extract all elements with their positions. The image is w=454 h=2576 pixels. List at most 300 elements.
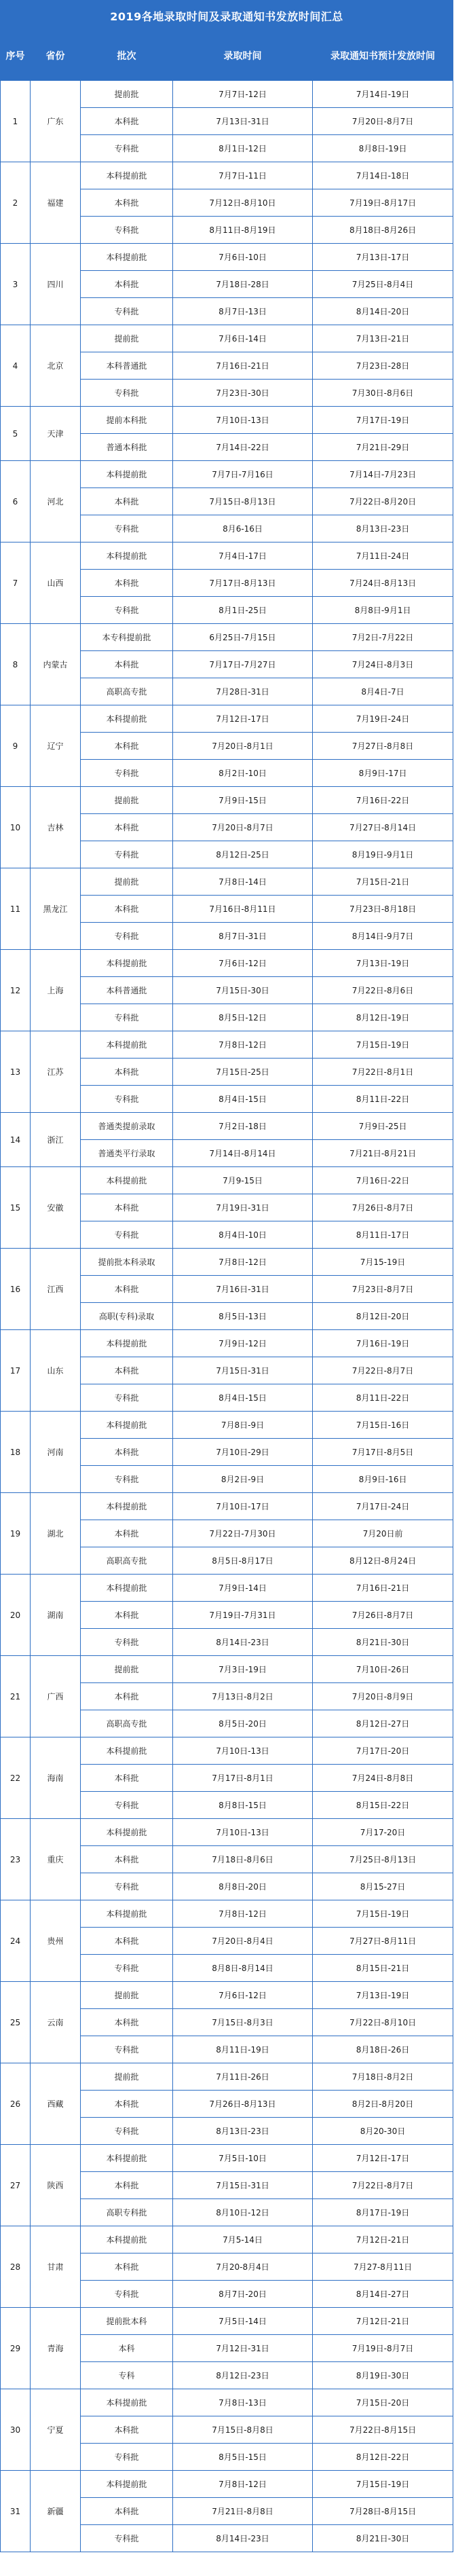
- batch-cell: 本科提前批: [81, 2471, 173, 2498]
- batch-cell: 本科提前批: [81, 2145, 173, 2172]
- admission-time-cell: 7月15日-30日: [173, 977, 313, 1004]
- province-name: 青海: [31, 2308, 81, 2389]
- row-number: 12: [1, 950, 31, 1031]
- batch-cell: 本科批: [81, 488, 173, 515]
- notice-time-cell: 7月22日-8月10日: [313, 2009, 453, 2036]
- batch-cell: 本科提前批: [81, 1330, 173, 1357]
- row-number: 3: [1, 244, 31, 325]
- row-number: 9: [1, 705, 31, 787]
- batch-cell: 专科批: [81, 298, 173, 325]
- admission-time-cell: 7月9日-14日: [173, 1575, 313, 1602]
- notice-time-cell: 8月12日-19日: [313, 1004, 453, 1031]
- table-row: [1, 1575, 453, 1602]
- notice-time-cell: 7月13日-19日: [313, 1982, 453, 2009]
- batch-cell: 专科批: [81, 1384, 173, 1412]
- admission-time-cell: 8月8日-20日: [173, 1873, 313, 1900]
- row-number: 8: [1, 624, 31, 705]
- notice-time-cell: 7月20日-8月9日: [313, 1683, 453, 1710]
- batch-cell: 本科批: [81, 2416, 173, 2444]
- admission-time-cell: 7月22日-7月30日: [173, 1520, 313, 1547]
- batch-cell: 专科批: [81, 2036, 173, 2063]
- batch-cell: 本科提前批: [81, 950, 173, 977]
- batch-cell: 本科普通批: [81, 352, 173, 380]
- table-row: [1, 1493, 453, 1520]
- batch-cell: 本科批: [81, 651, 173, 678]
- admission-time-cell: 7月16日-8月11日: [173, 896, 313, 923]
- admission-time-cell: 7月6日-10日: [173, 244, 313, 271]
- admission-time-cell: 8月13日-23日: [173, 2118, 313, 2145]
- notice-time-cell: 7月19日-24日: [313, 705, 453, 733]
- province-name: 辽宁: [31, 705, 81, 787]
- batch-cell: 高职高专批: [81, 1710, 173, 1737]
- notice-time-cell: 7月17-20日: [313, 1819, 453, 1846]
- notice-time-cell: 7月27日-8月8日: [313, 733, 453, 760]
- batch-cell: 专科批: [81, 1086, 173, 1113]
- row-number: 26: [1, 2063, 31, 2145]
- row-number: 30: [1, 2389, 31, 2471]
- notice-time-cell: 8月18日-8月26日: [313, 217, 453, 244]
- admission-time-cell: 7月10日-13日: [173, 1819, 313, 1846]
- admission-time-cell: 8月1日-12日: [173, 135, 313, 162]
- notice-time-cell: 7月22日-8月7日: [313, 2172, 453, 2199]
- province-name: 江西: [31, 1249, 81, 1330]
- batch-cell: 本科批: [81, 1357, 173, 1384]
- batch-cell: 本科批: [81, 271, 173, 298]
- batch-cell: 专科批: [81, 923, 173, 950]
- batch-cell: 本科提前批: [81, 542, 173, 570]
- notice-time-cell: 7月27-8月11日: [313, 2253, 453, 2281]
- row-number: 23: [1, 1819, 31, 1900]
- admission-time-cell: 7月8日-14日: [173, 868, 313, 896]
- table-row: [1, 325, 453, 352]
- admission-time-cell: 8月5日-13日: [173, 1303, 313, 1330]
- admission-time-cell: 8月6-16日: [173, 515, 313, 542]
- row-number: 31: [1, 2471, 31, 2552]
- batch-cell: 专科批: [81, 1466, 173, 1493]
- admission-time-cell: 7月20日-8月4日: [173, 1928, 313, 1955]
- notice-time-cell: 7月15日-19日: [313, 2471, 453, 2498]
- batch-cell: 专科批: [81, 1792, 173, 1819]
- notice-time-cell: 7月15日-19日: [313, 1031, 453, 1059]
- province-name: 上海: [31, 950, 81, 1031]
- table-row: [1, 1330, 453, 1357]
- admission-time-cell: 7月17日-7月27日: [173, 651, 313, 678]
- notice-time-cell: 7月13日-19日: [313, 950, 453, 977]
- batch-cell: 本科提前批: [81, 1493, 173, 1520]
- notice-time-cell: 7月16日-22日: [313, 787, 453, 814]
- admission-time-cell: 7月9日-15日: [173, 787, 313, 814]
- batch-cell: 普通类提前录取: [81, 1113, 173, 1140]
- notice-time-cell: 7月16日-19日: [313, 1330, 453, 1357]
- notice-time-cell: 7月13日-21日: [313, 325, 453, 352]
- notice-time-cell: 7月25日-8月13日: [313, 1846, 453, 1873]
- table-row: [1, 705, 453, 733]
- admission-time-cell: 8月5日-20日: [173, 1710, 313, 1737]
- batch-cell: 高职高专批: [81, 678, 173, 705]
- table-row: [1, 542, 453, 570]
- batch-cell: 专科批: [81, 1873, 173, 1900]
- header-batch: 批次: [81, 32, 173, 81]
- notice-time-cell: 7月19日-8月17日: [313, 189, 453, 217]
- table-row: [1, 1656, 453, 1683]
- notice-time-cell: 8月20-30日: [313, 2118, 453, 2145]
- notice-time-cell: 7月14日-7月23日: [313, 461, 453, 488]
- row-number: 20: [1, 1575, 31, 1656]
- admission-time-cell: 7月8日-12日: [173, 2471, 313, 2498]
- batch-cell: 专科批: [81, 841, 173, 868]
- row-number: 4: [1, 325, 31, 407]
- row-number: 11: [1, 868, 31, 950]
- admission-time-cell: 7月20日-8月1日: [173, 733, 313, 760]
- notice-time-cell: 7月22日-8月15日: [313, 2416, 453, 2444]
- batch-cell: 专科批: [81, 597, 173, 624]
- batch-cell: 本科批: [81, 2498, 173, 2525]
- admission-time-cell: 7月13日-31日: [173, 108, 313, 135]
- row-number: 6: [1, 461, 31, 542]
- province-name: 贵州: [31, 1900, 81, 1982]
- admission-time-cell: 7月23日-30日: [173, 380, 313, 407]
- notice-time-cell: 7月22日-8月20日: [313, 488, 453, 515]
- admission-time-cell: 7月3日-19日: [173, 1656, 313, 1683]
- notice-time-cell: 8月13日-23日: [313, 515, 453, 542]
- province-name: 吉林: [31, 787, 81, 868]
- admission-time-cell: 8月7日-31日: [173, 923, 313, 950]
- province-name: 天津: [31, 407, 81, 461]
- batch-cell: 本科批: [81, 814, 173, 841]
- batch-cell: 提前批: [81, 81, 173, 108]
- province-name: 黑龙江: [31, 868, 81, 950]
- batch-cell: 本科提前批: [81, 2226, 173, 2253]
- batch-cell: 提前批: [81, 868, 173, 896]
- admission-time-cell: 7月12日-31日: [173, 2335, 313, 2362]
- header-province: 省份: [31, 32, 81, 81]
- admission-time-cell: 7月17日-8月13日: [173, 570, 313, 597]
- admission-time-cell: 7月6日-12日: [173, 950, 313, 977]
- batch-cell: 本科批: [81, 1439, 173, 1466]
- province-name: 陕西: [31, 2145, 81, 2226]
- notice-time-cell: 7月12日-21日: [313, 2308, 453, 2335]
- batch-cell: 专科: [81, 2362, 173, 2389]
- notice-time-cell: 7月28日-8月15日: [313, 2498, 453, 2525]
- notice-time-cell: 7月13日-17日: [313, 244, 453, 271]
- batch-cell: 普通类平行录取: [81, 1140, 173, 1167]
- notice-time-cell: 8月17日-19日: [313, 2199, 453, 2226]
- admission-time-cell: 7月20日-8月7日: [173, 814, 313, 841]
- admission-time-cell: 7月15日-8月8日: [173, 2416, 313, 2444]
- province-name: 四川: [31, 244, 81, 325]
- admission-time-cell: 8月7日-20日: [173, 2281, 313, 2308]
- province-name: 江苏: [31, 1031, 81, 1113]
- notice-time-cell: 7月21日-8月21日: [313, 1140, 453, 1167]
- province-name: 广东: [31, 81, 81, 162]
- notice-time-cell: 8月12日-22日: [313, 2444, 453, 2471]
- batch-cell: 本科批: [81, 1059, 173, 1086]
- batch-cell: 本科批: [81, 189, 173, 217]
- admission-time-cell: 8月5日-12日: [173, 1004, 313, 1031]
- admission-time-cell: 7月9-15日: [173, 1167, 313, 1194]
- admission-time-cell: 7月19日-31日: [173, 1194, 313, 1221]
- notice-time-cell: 8月12日-20日: [313, 1303, 453, 1330]
- batch-cell: 本科批: [81, 733, 173, 760]
- admission-time-cell: 8月4日-15日: [173, 1086, 313, 1113]
- table-row: [1, 1900, 453, 1928]
- admission-time-cell: 7月26日-8月13日: [173, 2091, 313, 2118]
- notice-time-cell: 7月24日-8月3日: [313, 651, 453, 678]
- admission-time-cell: 8月8日-15日: [173, 1792, 313, 1819]
- notice-time-cell: 7月19日-8月7日: [313, 2335, 453, 2362]
- admission-time-cell: 8月11日-8月19日: [173, 217, 313, 244]
- batch-cell: 专科批: [81, 2525, 173, 2552]
- batch-cell: 本科批: [81, 570, 173, 597]
- notice-time-cell: 7月11日-24日: [313, 542, 453, 570]
- admission-time-cell: 7月18日-28日: [173, 271, 313, 298]
- batch-cell: 专科批: [81, 380, 173, 407]
- batch-cell: 本科批: [81, 1928, 173, 1955]
- admission-time-cell: 7月10日-13日: [173, 1737, 313, 1765]
- notice-time-cell: 8月8日-9月1日: [313, 597, 453, 624]
- notice-time-cell: 7月12日-17日: [313, 2145, 453, 2172]
- table-row: [1, 2145, 453, 2172]
- row-number: 19: [1, 1493, 31, 1575]
- province-name: 山东: [31, 1330, 81, 1412]
- admission-time-cell: 7月10日-17日: [173, 1493, 313, 1520]
- row-number: 21: [1, 1656, 31, 1737]
- province-name: 广西: [31, 1656, 81, 1737]
- admission-time-cell: 8月5日-15日: [173, 2444, 313, 2471]
- row-number: 17: [1, 1330, 31, 1412]
- table-row: [1, 2471, 453, 2498]
- admission-time-cell: 7月8日-12日: [173, 1249, 313, 1276]
- admission-time-cell: 7月10日-29日: [173, 1439, 313, 1466]
- table-row: [1, 1737, 453, 1765]
- table-row: [1, 2063, 453, 2091]
- admission-time-cell: 8月4日-15日: [173, 1384, 313, 1412]
- notice-time-cell: 7月27日-8月11日: [313, 1928, 453, 1955]
- notice-time-cell: 8月4日-7日: [313, 678, 453, 705]
- row-number: 25: [1, 1982, 31, 2063]
- notice-time-cell: 8月9日-16日: [313, 1466, 453, 1493]
- notice-time-cell: 7月17日-8月5日: [313, 1439, 453, 1466]
- table-row: [1, 1412, 453, 1439]
- admission-time-cell: 8月12日-25日: [173, 841, 313, 868]
- admission-time-cell: 7月14日-22日: [173, 434, 313, 461]
- notice-time-cell: 7月22日-8月1日: [313, 1059, 453, 1086]
- notice-time-cell: 7月15日-19日: [313, 1900, 453, 1928]
- notice-time-cell: 8月19日-30日: [313, 2362, 453, 2389]
- notice-time-cell: 7月20日-8月7日: [313, 108, 453, 135]
- row-number: 10: [1, 787, 31, 868]
- province-name: 北京: [31, 325, 81, 407]
- admission-time-cell: 7月6日-12日: [173, 1982, 313, 2009]
- admission-time-cell: 7月5-14日: [173, 2226, 313, 2253]
- row-number: 24: [1, 1900, 31, 1982]
- notice-time-cell: 7月15-19日: [313, 1249, 453, 1276]
- notice-time-cell: 7月16日-22日: [313, 1167, 453, 1194]
- batch-cell: 本科提前批: [81, 1575, 173, 1602]
- batch-cell: 提前批: [81, 325, 173, 352]
- row-number: 2: [1, 162, 31, 244]
- notice-time-cell: 7月30日-8月6日: [313, 380, 453, 407]
- row-number: 28: [1, 2226, 31, 2308]
- admission-time-cell: 7月19日-7月31日: [173, 1602, 313, 1629]
- table-row: [1, 1819, 453, 1846]
- batch-cell: 提前批: [81, 787, 173, 814]
- admission-time-cell: 8月1日-25日: [173, 597, 313, 624]
- admission-time-cell: 6月25日-7月15日: [173, 624, 313, 651]
- row-number: 27: [1, 2145, 31, 2226]
- notice-time-cell: 7月22日-8月7日: [313, 1357, 453, 1384]
- batch-cell: 本科批: [81, 1765, 173, 1792]
- row-number: 15: [1, 1167, 31, 1249]
- notice-time-cell: 8月18日-26日: [313, 2036, 453, 2063]
- notice-time-cell: 7月23日-8月18日: [313, 896, 453, 923]
- batch-cell: 专科批: [81, 2444, 173, 2471]
- notice-time-cell: 7月9日-25日: [313, 1113, 453, 1140]
- notice-time-cell: 8月21日-30日: [313, 1629, 453, 1656]
- batch-cell: 提前本科批: [81, 407, 173, 434]
- notice-time-cell: 8月11日-22日: [313, 1086, 453, 1113]
- batch-cell: 本科批: [81, 1194, 173, 1221]
- admission-time-cell: 7月8日-13日: [173, 2389, 313, 2416]
- province-name: 海南: [31, 1737, 81, 1819]
- row-number: 18: [1, 1412, 31, 1493]
- province-name: 内蒙古: [31, 624, 81, 705]
- batch-cell: 本科批: [81, 108, 173, 135]
- batch-cell: 专科批: [81, 515, 173, 542]
- batch-cell: 本科提前批: [81, 705, 173, 733]
- admission-time-cell: 7月12日-17日: [173, 705, 313, 733]
- batch-cell: 本科: [81, 2335, 173, 2362]
- admission-time-cell: 8月2日-10日: [173, 760, 313, 787]
- batch-cell: 本科批: [81, 2172, 173, 2199]
- batch-cell: 专科批: [81, 2118, 173, 2145]
- batch-cell: 专科批: [81, 760, 173, 787]
- notice-time-cell: 7月25日-8月4日: [313, 271, 453, 298]
- admission-time-cell: 8月12日-23日: [173, 2362, 313, 2389]
- notice-time-cell: 7月12日-21日: [313, 2226, 453, 2253]
- notice-time-cell: 8月14日-27日: [313, 2281, 453, 2308]
- province-name: 重庆: [31, 1819, 81, 1900]
- batch-cell: 本科提前批: [81, 2389, 173, 2416]
- province-name: 河南: [31, 1412, 81, 1493]
- notice-time-cell: 8月15日-21日: [313, 1955, 453, 1982]
- notice-time-cell: 7月23日-28日: [313, 352, 453, 380]
- batch-cell: 本科批: [81, 1846, 173, 1873]
- batch-cell: 本科批: [81, 2009, 173, 2036]
- batch-cell: 专科批: [81, 2281, 173, 2308]
- batch-cell: 专科批: [81, 1221, 173, 1249]
- province-name: 河北: [31, 461, 81, 542]
- batch-cell: 本科批: [81, 2091, 173, 2118]
- notice-time-cell: 7月15日-21日: [313, 868, 453, 896]
- batch-cell: 专科批: [81, 217, 173, 244]
- batch-cell: 高职(专科)录取: [81, 1303, 173, 1330]
- admission-time-cell: 8月10日-12日: [173, 2199, 313, 2226]
- table-row: [1, 950, 453, 977]
- row-number: 14: [1, 1113, 31, 1167]
- row-number: 5: [1, 407, 31, 461]
- province-name: 宁夏: [31, 2389, 81, 2471]
- table-row: [1, 1031, 453, 1059]
- table-row: [1, 2308, 453, 2335]
- notice-time-cell: 7月2日-7月22日: [313, 624, 453, 651]
- admission-time-cell: 8月2日-9日: [173, 1466, 313, 1493]
- header-number: 序号: [1, 32, 31, 81]
- province-name: 甘肃: [31, 2226, 81, 2308]
- table-row: [1, 868, 453, 896]
- batch-cell: 本科提前批: [81, 1167, 173, 1194]
- page-title: 2019各地录取时间及录取通知书发放时间汇总: [1, 1, 453, 32]
- province-name: 湖南: [31, 1575, 81, 1656]
- admission-time-cell: 7月16日-31日: [173, 1276, 313, 1303]
- notice-time-cell: 7月18日-8月2日: [313, 2063, 453, 2091]
- batch-cell: 提前批: [81, 1656, 173, 1683]
- province-name: 福建: [31, 162, 81, 244]
- admission-time-cell: 8月14日-23日: [173, 2525, 313, 2552]
- notice-time-cell: 7月24日-8月8日: [313, 1765, 453, 1792]
- notice-time-cell: 7月15日-16日: [313, 1412, 453, 1439]
- batch-cell: 本科提前批: [81, 1819, 173, 1846]
- notice-time-cell: 7月20日前: [313, 1520, 453, 1547]
- province-name: 云南: [31, 1982, 81, 2063]
- batch-cell: 本科提前批: [81, 1900, 173, 1928]
- admission-time-cell: 7月7日-12日: [173, 81, 313, 108]
- province-name: 湖北: [31, 1493, 81, 1575]
- notice-time-cell: 8月15-27日: [313, 1873, 453, 1900]
- table-row: [1, 461, 453, 488]
- admission-time-cell: 8月8日-8月14日: [173, 1955, 313, 1982]
- admission-time-cell: 7月14日-8月14日: [173, 1140, 313, 1167]
- admission-time-cell: 7月15日-31日: [173, 2172, 313, 2199]
- admission-time-cell: 7月28日-31日: [173, 678, 313, 705]
- notice-time-cell: 8月14日-9月7日: [313, 923, 453, 950]
- admission-time-cell: 7月2日-18日: [173, 1113, 313, 1140]
- header-admission-time: 录取时间: [173, 32, 313, 81]
- batch-cell: 提前批本科: [81, 2308, 173, 2335]
- admission-time-cell: 8月4日-10日: [173, 1221, 313, 1249]
- admission-time-cell: 7月8日-12日: [173, 1900, 313, 1928]
- admission-time-cell: 7月8日-12日: [173, 1031, 313, 1059]
- batch-cell: 本科批: [81, 896, 173, 923]
- notice-time-cell: 7月10日-26日: [313, 1656, 453, 1683]
- batch-cell: 高职高专批: [81, 1547, 173, 1575]
- admission-time-cell: 7月7日-11日: [173, 162, 313, 189]
- admission-time-cell: 7月16日-21日: [173, 352, 313, 380]
- batch-cell: 本科批: [81, 1520, 173, 1547]
- notice-time-cell: 8月11日-22日: [313, 1384, 453, 1412]
- table-row: [1, 244, 453, 271]
- notice-time-cell: 7月27日-8月14日: [313, 814, 453, 841]
- table-row: [1, 407, 453, 434]
- batch-cell: 提前批: [81, 1982, 173, 2009]
- batch-cell: 本专科提前批: [81, 624, 173, 651]
- admission-time-cell: 7月18日-8月6日: [173, 1846, 313, 1873]
- row-number: 7: [1, 542, 31, 624]
- table-row: [1, 81, 453, 108]
- province-name: 山西: [31, 542, 81, 624]
- admission-time-cell: 7月10日-13日: [173, 407, 313, 434]
- admission-time-cell: 7月12日-8月10日: [173, 189, 313, 217]
- notice-time-cell: 8月15日-22日: [313, 1792, 453, 1819]
- batch-cell: 本科普通批: [81, 977, 173, 1004]
- batch-cell: 提前批本科录取: [81, 1249, 173, 1276]
- admission-time-cell: 7月17日-8月1日: [173, 1765, 313, 1792]
- admission-time-cell: 7月15日-31日: [173, 1357, 313, 1384]
- notice-time-cell: 7月17日-24日: [313, 1493, 453, 1520]
- notice-time-cell: 8月11日-17日: [313, 1221, 453, 1249]
- batch-cell: 专科批: [81, 135, 173, 162]
- admission-time-cell: 7月6日-14日: [173, 325, 313, 352]
